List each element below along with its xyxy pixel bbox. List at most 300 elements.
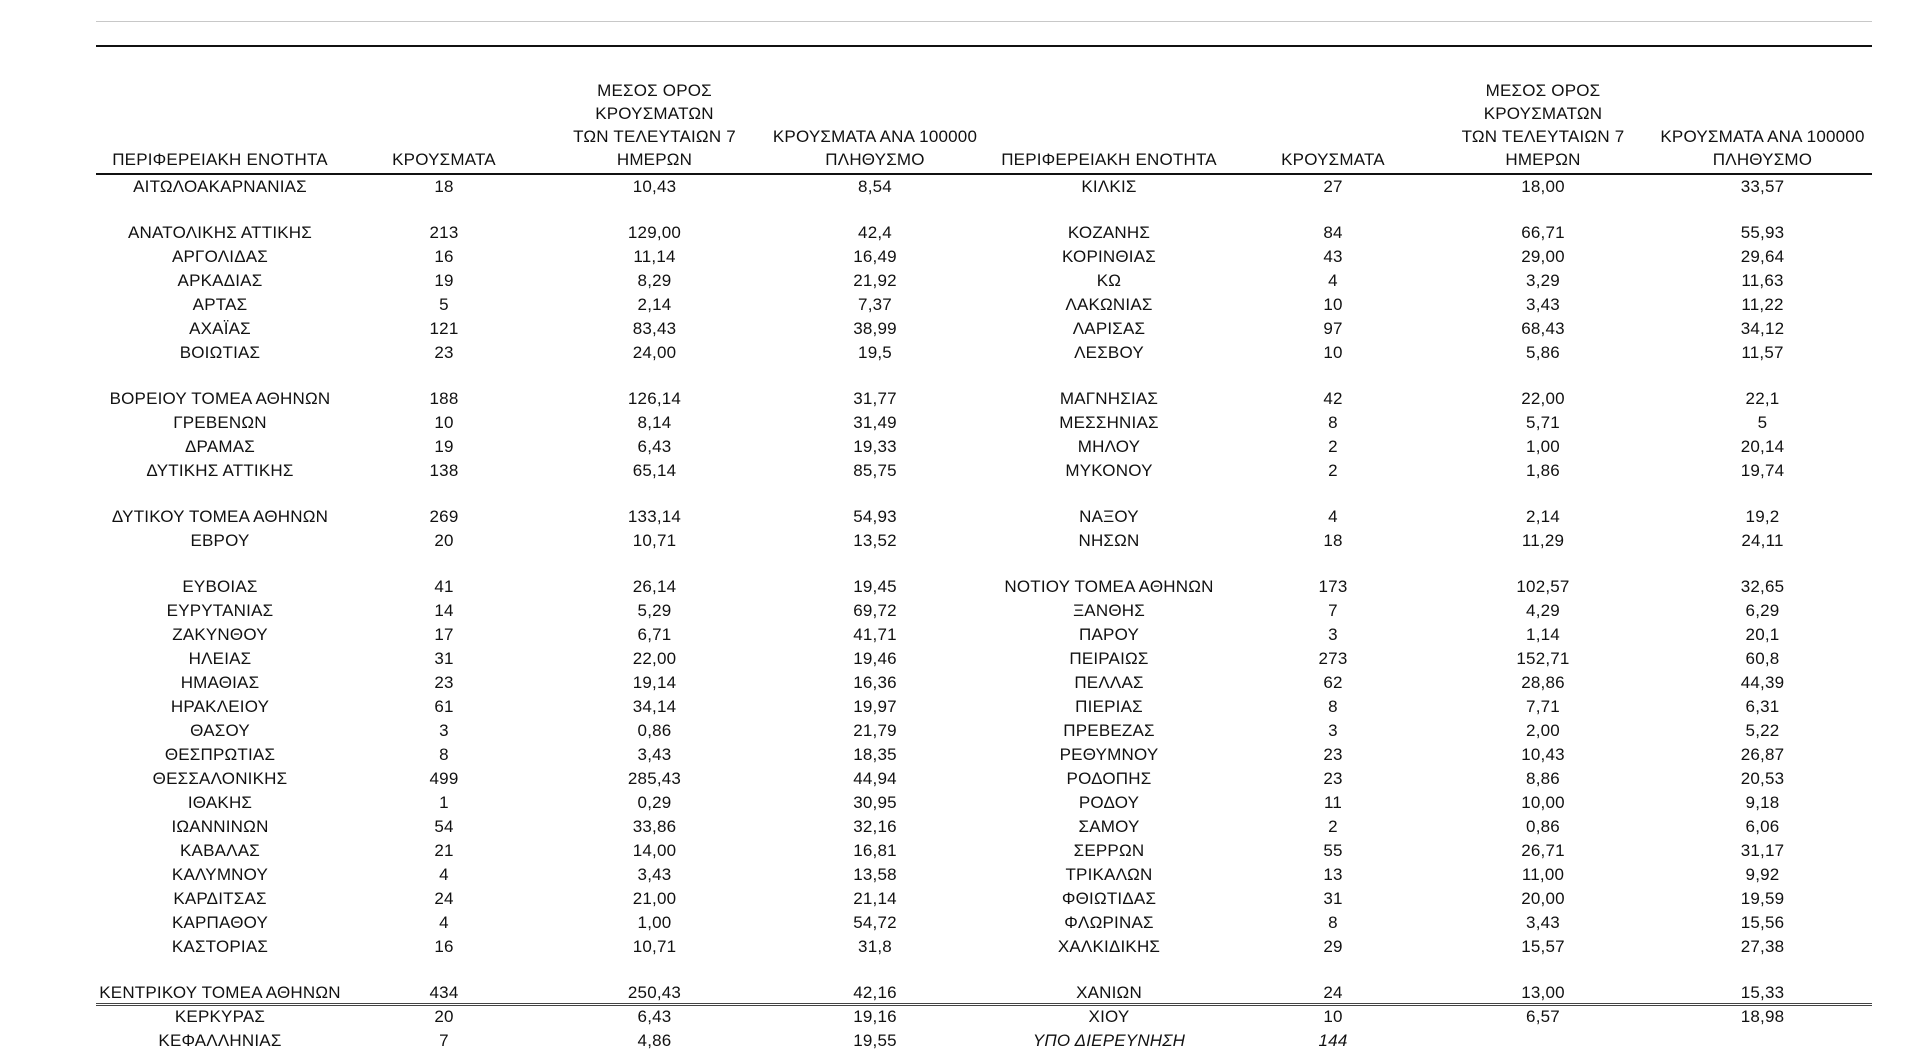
region-name-left: ΒΟΡΕΙΟΥ ΤΟΜΕΑ ΑΘΗΝΩΝ bbox=[109, 389, 331, 408]
region-name-left: ΑΝΑΤΟΛΙΚΗΣ ΑΤΤΙΚΗΣ bbox=[128, 223, 312, 242]
region-name-right: ΜΥΚΟΝΟΥ bbox=[1065, 461, 1153, 480]
cases-right: 13 bbox=[1323, 865, 1343, 884]
avg7-left: 24,00 bbox=[632, 343, 677, 362]
per100k-left: 31,77 bbox=[853, 389, 897, 408]
avg7-right: 1,00 bbox=[1526, 437, 1560, 456]
table-row bbox=[96, 387, 1872, 411]
region-name-left: ΑΡΚΑΔΙΑΣ bbox=[177, 271, 263, 290]
region-name-right: ΣΕΡΡΩΝ bbox=[1073, 841, 1145, 860]
table-body bbox=[96, 175, 1872, 1053]
region-name-left: ΑΡΤΑΣ bbox=[192, 295, 248, 314]
region-name-right: ΜΗΛΟΥ bbox=[1077, 437, 1141, 456]
per100k-right: 22,1 bbox=[1745, 389, 1780, 408]
region-name-right: ΡΟΔΟΠΗΣ bbox=[1066, 769, 1152, 788]
header-region-left: ΠΕΡΙΦΕΡΕΙΑΚΗ ΕΝΟΤΗΤΑ bbox=[112, 150, 328, 169]
per100k-right: 33,57 bbox=[1740, 177, 1785, 196]
region-name-right: ΝΑΞΟΥ bbox=[1079, 507, 1139, 526]
region-name-left: ΘΑΣΟΥ bbox=[190, 721, 250, 740]
avg7-left: 3,43 bbox=[637, 745, 672, 764]
cases-right: 8 bbox=[1328, 697, 1338, 716]
region-name-right: ΠΡΕΒΕΖΑΣ bbox=[1063, 721, 1155, 740]
per100k-left: 21,14 bbox=[853, 889, 897, 908]
cases-left: 21 bbox=[434, 841, 454, 860]
per100k-left: 19,16 bbox=[853, 1007, 897, 1026]
table-row bbox=[96, 887, 1872, 911]
table-row bbox=[96, 411, 1872, 435]
table-row bbox=[96, 435, 1872, 459]
region-name-left: ΚΕΦΑΛΛΗΝΙΑΣ bbox=[158, 1031, 282, 1050]
avg7-right: 26,71 bbox=[1521, 841, 1565, 860]
table-row bbox=[96, 1029, 1872, 1053]
region-name-left: ΙΩΑΝΝΙΝΩΝ bbox=[171, 817, 269, 836]
cases-left: 8 bbox=[439, 745, 449, 764]
avg7-right: 10,43 bbox=[1521, 745, 1565, 764]
cases-left: 61 bbox=[434, 697, 454, 716]
cases-right: 8 bbox=[1328, 413, 1338, 432]
table-row bbox=[96, 911, 1872, 935]
per100k-left: 42,16 bbox=[853, 983, 897, 1002]
region-name-right: ΛΑΡΙΣΑΣ bbox=[1072, 319, 1146, 338]
cases-left: 121 bbox=[429, 319, 459, 338]
region-name-right: ΠΙΕΡΙΑΣ bbox=[1075, 697, 1143, 716]
region-name-left: ΚΕΝΤΡΙΚΟΥ ΤΟΜΕΑ ΑΘΗΝΩΝ bbox=[99, 983, 341, 1002]
cases-left: 20 bbox=[434, 531, 454, 550]
per100k-right: 19,2 bbox=[1745, 507, 1780, 526]
per100k-right: 20,14 bbox=[1740, 437, 1785, 456]
per100k-right: 31,17 bbox=[1740, 841, 1785, 860]
row-spacer bbox=[96, 959, 1872, 981]
table-row bbox=[96, 1005, 1872, 1029]
avg7-right: 29,00 bbox=[1521, 247, 1565, 266]
region-name-right: ΤΡΙΚΑΛΩΝ bbox=[1065, 865, 1153, 884]
region-name-left: ΒΟΙΩΤΙΑΣ bbox=[179, 343, 261, 362]
cases-left: 16 bbox=[434, 937, 454, 956]
header-avg7-right: ΜΕΣΟΣ ΟΡΟΣ ΚΡΟΥΣΜΑΤΩΝ ΤΩΝ ΤΕΛΕΥΤΑΙΩΝ 7 ΗΜΕΡΩΝ bbox=[1461, 81, 1625, 169]
avg7-right: 18,00 bbox=[1521, 177, 1565, 196]
avg7-left: 10,71 bbox=[632, 937, 677, 956]
per100k-right: 6,06 bbox=[1745, 817, 1780, 836]
cases-left: 3 bbox=[439, 721, 449, 740]
region-name-left: ΚΑΛΥΜΝΟΥ bbox=[171, 865, 269, 884]
per100k-left: 69,72 bbox=[853, 601, 897, 620]
table-row bbox=[96, 459, 1872, 483]
cases-left: 23 bbox=[434, 343, 454, 362]
avg7-right: 3,43 bbox=[1526, 295, 1560, 314]
per100k-right: 26,87 bbox=[1740, 745, 1785, 764]
avg7-right: 15,57 bbox=[1521, 937, 1565, 956]
region-name-left: ΔΡΑΜΑΣ bbox=[185, 437, 255, 456]
avg7-left: 0,29 bbox=[637, 793, 672, 812]
avg7-left: 6,71 bbox=[637, 625, 672, 644]
per100k-left: 21,79 bbox=[853, 721, 897, 740]
table-row bbox=[96, 529, 1872, 553]
per100k-left: 8,54 bbox=[858, 177, 892, 196]
avg7-left: 126,14 bbox=[627, 389, 682, 408]
cases-left: 4 bbox=[439, 913, 449, 932]
region-name-left: ΖΑΚΥΝΘΟΥ bbox=[172, 625, 268, 644]
cases-right: 8 bbox=[1328, 913, 1338, 932]
avg7-right: 13,00 bbox=[1521, 983, 1565, 1002]
region-name-right: ΝΟΤΙΟΥ ΤΟΜΕΑ ΑΘΗΝΩΝ bbox=[1004, 577, 1214, 596]
cases-left: 19 bbox=[434, 271, 454, 290]
avg7-left: 33,86 bbox=[632, 817, 677, 836]
table-row bbox=[96, 671, 1872, 695]
row-spacer bbox=[96, 199, 1872, 221]
per100k-left: 19,5 bbox=[858, 343, 892, 362]
region-name-right: ΞΑΝΘΗΣ bbox=[1073, 601, 1145, 620]
per100k-left: 16,81 bbox=[853, 841, 897, 860]
avg7-left: 21,00 bbox=[632, 889, 677, 908]
per100k-right: 18,98 bbox=[1740, 1007, 1785, 1026]
per100k-left: 19,45 bbox=[853, 577, 897, 596]
avg7-right: 102,57 bbox=[1516, 577, 1570, 596]
per100k-right: 15,56 bbox=[1740, 913, 1785, 932]
avg7-left: 2,14 bbox=[637, 295, 672, 314]
per100k-left: 38,99 bbox=[853, 319, 897, 338]
cases-right: 4 bbox=[1328, 271, 1338, 290]
region-name-left: ΔΥΤΙΚΗΣ ΑΤΤΙΚΗΣ bbox=[146, 461, 294, 480]
avg7-left: 14,00 bbox=[632, 841, 677, 860]
per100k-right: 11,57 bbox=[1741, 343, 1784, 362]
per100k-left: 31,49 bbox=[853, 413, 897, 432]
avg7-right: 66,71 bbox=[1521, 223, 1565, 242]
region-name-left: ΚΑΡΔΙΤΣΑΣ bbox=[173, 889, 267, 908]
avg7-right: 7,71 bbox=[1526, 697, 1560, 716]
region-name-left: ΙΘΑΚΗΣ bbox=[187, 793, 253, 812]
per100k-right: 60,8 bbox=[1745, 649, 1780, 668]
cases-right: 10 bbox=[1323, 1007, 1343, 1026]
cases-right: 11 bbox=[1323, 793, 1343, 812]
avg7-right: 22,00 bbox=[1521, 389, 1565, 408]
per100k-left: 41,71 bbox=[853, 625, 897, 644]
avg7-left: 19,14 bbox=[632, 673, 677, 692]
per100k-right: 15,33 bbox=[1740, 983, 1785, 1002]
avg7-left: 8,14 bbox=[637, 413, 672, 432]
region-name-right: ΧΙΟΥ bbox=[1088, 1007, 1130, 1026]
table-row bbox=[96, 623, 1872, 647]
avg7-left: 34,14 bbox=[632, 697, 677, 716]
region-name-left: ΔΥΤΙΚΟΥ ΤΟΜΕΑ ΑΘΗΝΩΝ bbox=[111, 507, 329, 526]
cases-right: 62 bbox=[1323, 673, 1343, 692]
per100k-right: 34,12 bbox=[1740, 319, 1785, 338]
avg7-left: 10,43 bbox=[632, 177, 677, 196]
table-header bbox=[96, 47, 1872, 173]
per100k-right: 11,22 bbox=[1741, 295, 1784, 314]
table-row bbox=[96, 719, 1872, 743]
cases-right: 2 bbox=[1328, 461, 1338, 480]
region-name-right: ΡΕΘΥΜΝΟΥ bbox=[1059, 745, 1159, 764]
avg7-right: 5,71 bbox=[1526, 413, 1560, 432]
per100k-right: 9,92 bbox=[1745, 865, 1780, 884]
cases-right: 84 bbox=[1323, 223, 1343, 242]
cases-left: 31 bbox=[434, 649, 454, 668]
table-row bbox=[96, 269, 1872, 293]
cases-right: 10 bbox=[1323, 343, 1343, 362]
table-row bbox=[96, 317, 1872, 341]
table-row bbox=[96, 599, 1872, 623]
avg7-right: 1,86 bbox=[1526, 461, 1560, 480]
per100k-left: 32,16 bbox=[853, 817, 897, 836]
table-row bbox=[96, 245, 1872, 269]
cases-right: 18 bbox=[1323, 531, 1343, 550]
region-name-right: ΣΑΜΟΥ bbox=[1078, 817, 1140, 836]
avg7-left: 133,14 bbox=[627, 507, 682, 526]
avg7-left: 6,43 bbox=[637, 1007, 672, 1026]
avg7-left: 26,14 bbox=[632, 577, 677, 596]
avg7-left: 10,71 bbox=[632, 531, 677, 550]
per100k-left: 19,46 bbox=[853, 649, 897, 668]
per100k-left: 13,58 bbox=[853, 865, 897, 884]
avg7-left: 6,43 bbox=[637, 437, 672, 456]
per100k-left: 44,94 bbox=[853, 769, 897, 788]
region-name-left: ΘΕΣΣΑΛΟΝΙΚΗΣ bbox=[152, 769, 288, 788]
header-region-right: ΠΕΡΙΦΕΡΕΙΑΚΗ ΕΝΟΤΗΤΑ bbox=[1001, 150, 1217, 169]
region-name-right: ΜΕΣΣΗΝΙΑΣ bbox=[1059, 413, 1159, 432]
cases-right: 43 bbox=[1323, 247, 1343, 266]
avg7-left: 22,00 bbox=[632, 649, 677, 668]
table-row bbox=[96, 791, 1872, 815]
table-row bbox=[96, 575, 1872, 599]
table-row bbox=[96, 863, 1872, 887]
cases-right: 27 bbox=[1323, 177, 1343, 196]
region-name-left: ΓΡΕΒΕΝΩΝ bbox=[173, 413, 267, 432]
cases-right: 2 bbox=[1328, 817, 1338, 836]
region-name-right: ΦΘΙΩΤΙΔΑΣ bbox=[1061, 889, 1157, 908]
per100k-left: 16,49 bbox=[853, 247, 897, 266]
avg7-right: 2,00 bbox=[1526, 721, 1560, 740]
region-name-right: ΧΑΝΙΩΝ bbox=[1076, 983, 1142, 1002]
region-name-right: ΜΑΓΝΗΣΙΑΣ bbox=[1059, 389, 1159, 408]
region-name-right: ΚΩ bbox=[1096, 271, 1122, 290]
region-name-right: ΚΙΛΚΙΣ bbox=[1081, 177, 1137, 196]
avg7-right: 2,14 bbox=[1526, 507, 1560, 526]
avg7-right: 11,29 bbox=[1521, 531, 1565, 550]
avg7-left: 3,43 bbox=[637, 865, 672, 884]
avg7-left: 129,00 bbox=[627, 223, 682, 242]
cases-left: 188 bbox=[429, 389, 459, 408]
avg7-right: 6,57 bbox=[1526, 1007, 1560, 1026]
cases-left: 54 bbox=[434, 817, 454, 836]
cases-right: 273 bbox=[1318, 649, 1348, 668]
avg7-left: 285,43 bbox=[627, 769, 682, 788]
region-name-right: ΧΑΛΚΙΔΙΚΗΣ bbox=[1057, 937, 1161, 956]
cases-right: 55 bbox=[1323, 841, 1343, 860]
avg7-right: 68,43 bbox=[1521, 319, 1565, 338]
row-spacer bbox=[96, 483, 1872, 505]
per100k-left: 13,52 bbox=[853, 531, 897, 550]
cases-right: 4 bbox=[1328, 507, 1338, 526]
cases-left: 17 bbox=[434, 625, 454, 644]
region-name-right: ΝΗΣΩΝ bbox=[1078, 531, 1140, 550]
header-per100k-right: ΚΡΟΥΣΜΑΤΑ ΑΝΑ 100000 ΠΛΗΘΥΣΜΟ bbox=[1660, 127, 1865, 169]
avg7-right: 0,86 bbox=[1526, 817, 1560, 836]
avg7-left: 4,86 bbox=[637, 1031, 672, 1050]
per100k-right: 55,93 bbox=[1740, 223, 1785, 242]
cases-left: 213 bbox=[429, 223, 459, 242]
region-name-left: ΑΧΑΪΑΣ bbox=[189, 319, 251, 338]
cases-right: 29 bbox=[1323, 937, 1343, 956]
region-name-right: ΛΑΚΩΝΙΑΣ bbox=[1065, 295, 1153, 314]
cases-right: 31 bbox=[1323, 889, 1343, 908]
region-name-left: ΚΑΣΤΟΡΙΑΣ bbox=[171, 937, 269, 956]
table-row bbox=[96, 647, 1872, 671]
cases-left: 4 bbox=[439, 865, 449, 884]
cases-left: 20 bbox=[434, 1007, 454, 1026]
region-name-left: ΗΜΑΘΙΑΣ bbox=[180, 673, 260, 692]
region-name-left: ΕΥΡΥΤΑΝΙΑΣ bbox=[166, 601, 274, 620]
per100k-left: 16,36 bbox=[853, 673, 897, 692]
region-name-left: ΚΑΒΑΛΑΣ bbox=[180, 841, 260, 860]
avg7-left: 250,43 bbox=[627, 983, 682, 1002]
per100k-left: 7,37 bbox=[858, 295, 892, 314]
header-avg7-left: ΜΕΣΟΣ ΟΡΟΣ ΚΡΟΥΣΜΑΤΩΝ ΤΩΝ ΤΕΛΕΥΤΑΙΩΝ 7 ΗΜΕΡΩΝ bbox=[573, 81, 736, 169]
region-name-left: ΗΛΕΙΑΣ bbox=[188, 649, 252, 668]
per100k-right: 32,65 bbox=[1740, 577, 1785, 596]
region-name-left: ΗΡΑΚΛΕΙΟΥ bbox=[170, 697, 270, 716]
region-name-left: ΑΡΓΟΛΙΔΑΣ bbox=[171, 247, 269, 266]
cases-right: 3 bbox=[1328, 721, 1338, 740]
avg7-left: 1,00 bbox=[637, 913, 672, 932]
cases-right: 7 bbox=[1328, 601, 1338, 620]
per100k-right: 27,38 bbox=[1740, 937, 1785, 956]
table-row bbox=[96, 505, 1872, 529]
avg7-right: 10,00 bbox=[1521, 793, 1565, 812]
avg7-right: 28,86 bbox=[1521, 673, 1565, 692]
cases-left: 24 bbox=[434, 889, 454, 908]
cases-left: 5 bbox=[439, 295, 449, 314]
per100k-right: 11,63 bbox=[1741, 271, 1784, 290]
avg7-left: 0,86 bbox=[637, 721, 672, 740]
per100k-right: 19,59 bbox=[1740, 889, 1785, 908]
region-name-right: ΠΑΡΟΥ bbox=[1079, 625, 1139, 644]
row-spacer bbox=[96, 365, 1872, 387]
cases-left: 16 bbox=[434, 247, 454, 266]
cases-left: 138 bbox=[429, 461, 459, 480]
cases-left: 19 bbox=[434, 437, 454, 456]
table-row bbox=[96, 815, 1872, 839]
cases-left: 23 bbox=[434, 673, 454, 692]
table-row bbox=[96, 341, 1872, 365]
avg7-left: 83,43 bbox=[632, 319, 677, 338]
header-cases-right: ΚΡΟΥΣΜΑΤΑ bbox=[1281, 150, 1385, 169]
avg7-right: 4,29 bbox=[1526, 601, 1560, 620]
avg7-left: 11,14 bbox=[633, 247, 676, 266]
table-row bbox=[96, 221, 1872, 245]
region-name-right: ΠΕΙΡΑΙΩΣ bbox=[1069, 649, 1149, 668]
cases-left: 499 bbox=[429, 769, 459, 788]
header-per100k-left: ΚΡΟΥΣΜΑΤΑ ΑΝΑ 100000 ΠΛΗΘΥΣΜΟ bbox=[772, 127, 978, 169]
per100k-right: 6,29 bbox=[1745, 601, 1780, 620]
cases-right: 24 bbox=[1323, 983, 1343, 1002]
row-spacer bbox=[96, 553, 1872, 575]
region-name-right: ΡΟΔΟΥ bbox=[1078, 793, 1140, 812]
per100k-right: 5 bbox=[1757, 413, 1768, 432]
cases-left: 41 bbox=[434, 577, 454, 596]
table-row bbox=[96, 695, 1872, 719]
avg7-right: 20,00 bbox=[1521, 889, 1565, 908]
per100k-right: 5,22 bbox=[1745, 721, 1780, 740]
per100k-left: 19,33 bbox=[853, 437, 897, 456]
region-name-right: ΠΕΛΛΑΣ bbox=[1074, 673, 1144, 692]
cases-left: 18 bbox=[434, 177, 454, 196]
table-row bbox=[96, 935, 1872, 959]
per100k-left: 19,55 bbox=[853, 1031, 897, 1050]
avg7-right: 152,71 bbox=[1516, 649, 1570, 668]
table-row bbox=[96, 981, 1872, 1005]
cases-left: 7 bbox=[439, 1031, 449, 1050]
per100k-left: 42,4 bbox=[858, 223, 892, 242]
region-name-left: ΚΑΡΠΑΘΟΥ bbox=[171, 913, 269, 932]
per100k-left: 19,97 bbox=[853, 697, 897, 716]
per100k-left: 21,92 bbox=[853, 271, 897, 290]
cases-left: 434 bbox=[429, 983, 459, 1002]
region-name-right: ΦΛΩΡΙΝΑΣ bbox=[1064, 913, 1154, 932]
per100k-left: 18,35 bbox=[853, 745, 897, 764]
table-row bbox=[96, 767, 1872, 791]
cases-right: 144 bbox=[1318, 1031, 1348, 1050]
cases-right: 173 bbox=[1318, 577, 1348, 596]
per100k-right: 19,74 bbox=[1740, 461, 1785, 480]
per100k-left: 54,93 bbox=[853, 507, 897, 526]
table-row bbox=[96, 293, 1872, 317]
per100k-left: 54,72 bbox=[853, 913, 897, 932]
header-cases-left: ΚΡΟΥΣΜΑΤΑ bbox=[392, 150, 496, 169]
per100k-left: 30,95 bbox=[853, 793, 897, 812]
cases-left: 10 bbox=[434, 413, 454, 432]
per100k-right: 6,31 bbox=[1745, 697, 1780, 716]
cases-right: 10 bbox=[1323, 295, 1343, 314]
cases-right: 97 bbox=[1323, 319, 1343, 338]
region-name-right: ΛΕΣΒΟΥ bbox=[1074, 343, 1144, 362]
per100k-right: 9,18 bbox=[1745, 793, 1780, 812]
region-name-left: ΘΕΣΠΡΩΤΙΑΣ bbox=[164, 745, 276, 764]
region-name-left: ΚΕΡΚΥΡΑΣ bbox=[174, 1007, 266, 1026]
table-bottom-border bbox=[96, 1003, 1872, 1006]
per100k-left: 31,8 bbox=[858, 937, 892, 956]
avg7-right: 8,86 bbox=[1526, 769, 1560, 788]
per100k-right: 24,11 bbox=[1741, 531, 1784, 550]
cases-right: 3 bbox=[1328, 625, 1338, 644]
per100k-right: 20,53 bbox=[1740, 769, 1785, 788]
cases-left: 14 bbox=[434, 601, 454, 620]
region-name-right: ΥΠΟ ΔΙΕΡΕΥΝΗΣΗ bbox=[1032, 1031, 1186, 1050]
table-row bbox=[96, 839, 1872, 863]
cases-right: 23 bbox=[1323, 769, 1343, 788]
avg7-left: 65,14 bbox=[632, 461, 677, 480]
avg7-right: 11,00 bbox=[1521, 865, 1565, 884]
per100k-right: 44,39 bbox=[1740, 673, 1785, 692]
avg7-left: 8,29 bbox=[637, 271, 672, 290]
region-name-left: ΕΒΡΟΥ bbox=[190, 531, 250, 550]
cases-left: 1 bbox=[439, 793, 449, 812]
per100k-left: 85,75 bbox=[853, 461, 897, 480]
table-row bbox=[96, 175, 1872, 199]
region-name-left: ΕΥΒΟΙΑΣ bbox=[182, 577, 258, 596]
region-name-right: ΚΟΡΙΝΘΙΑΣ bbox=[1062, 247, 1156, 266]
avg7-right: 3,43 bbox=[1526, 913, 1560, 932]
cases-right: 42 bbox=[1323, 389, 1343, 408]
cases-right: 23 bbox=[1323, 745, 1343, 764]
avg7-right: 1,14 bbox=[1526, 625, 1560, 644]
region-name-right: ΚΟΖΑΝΗΣ bbox=[1067, 223, 1151, 242]
cases-right: 2 bbox=[1328, 437, 1338, 456]
region-name-left: ΑΙΤΩΛΟΑΚΑΡΝΑΝΙΑΣ bbox=[133, 177, 307, 196]
avg7-left: 5,29 bbox=[637, 601, 672, 620]
per100k-right: 20,1 bbox=[1745, 625, 1780, 644]
top-divider bbox=[96, 21, 1872, 22]
cases-left: 269 bbox=[429, 507, 459, 526]
cases-table bbox=[96, 45, 1872, 1050]
